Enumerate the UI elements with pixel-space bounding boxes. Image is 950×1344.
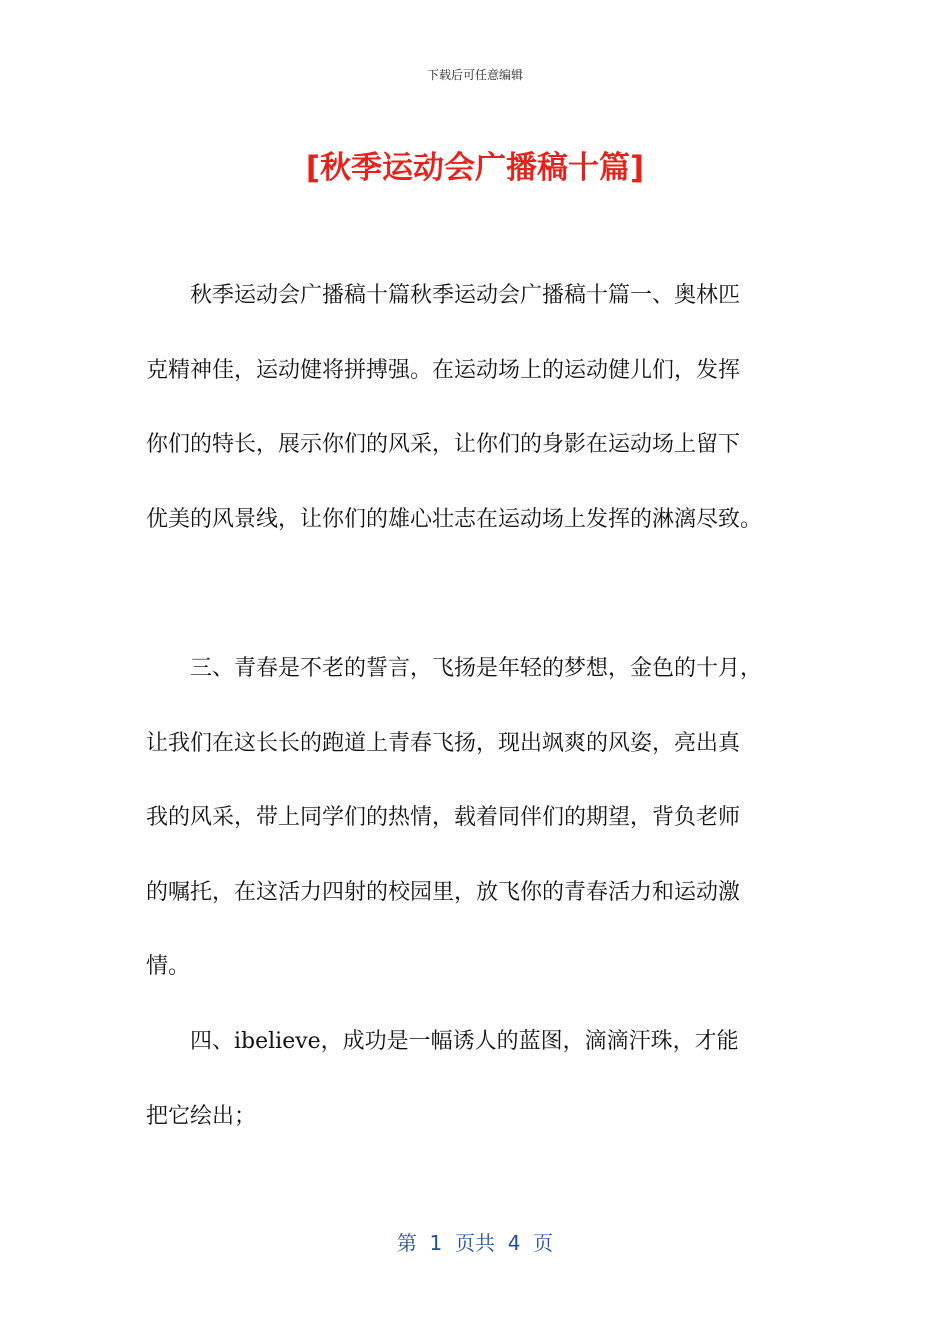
paragraph-line: 优美的风景线，让你们的雄心壮志在运动场上发挥的淋漓尽致。 [146, 506, 763, 532]
document-title: [秋季运动会广播稿十篇] [305, 150, 645, 186]
paragraph-3 [146, 1005, 806, 1154]
paragraph-line: 秋季运动会广播稿十篇秋季运动会广播稿十篇一、奥林匹 [146, 283, 741, 308]
paragraph-1 [146, 259, 806, 557]
paragraph-line: 情。 [146, 954, 191, 979]
paragraph-line: 把它绘出； [146, 1103, 257, 1129]
paragraph-line: 让我们在这长长的跑道上青春飞扬，现出飒爽的风姿，亮出真 [146, 730, 741, 756]
paragraph-line: 我的风采，带上同学们的热情，载着同伴们的期望，背负老师 [146, 805, 741, 830]
paragraph-line: 你们的特长，展示你们的风采，让你们的身影在运动场上留下 [146, 432, 741, 457]
page-number-footer: 第 1 页共 4 页 [396, 1231, 554, 1255]
paragraph-2 [146, 632, 806, 1005]
paragraph-line: 三、青春是不老的誓言，飞扬是年轻的梦想，金色的十月， [146, 656, 763, 681]
paragraph-line: 四、ibelieve，成功是一幅诱人的蓝图，滴滴汗珠，才能 [146, 1029, 739, 1054]
paragraph-line: 克精神佳，运动健将拼搏强。在运动场上的运动健儿们，发挥 [146, 357, 741, 383]
paragraph-line: 的嘱托，在这活力四射的校园里，放飞你的青春活力和运动激 [146, 879, 741, 905]
header-note: 下载后可任意编辑 [426, 68, 523, 82]
